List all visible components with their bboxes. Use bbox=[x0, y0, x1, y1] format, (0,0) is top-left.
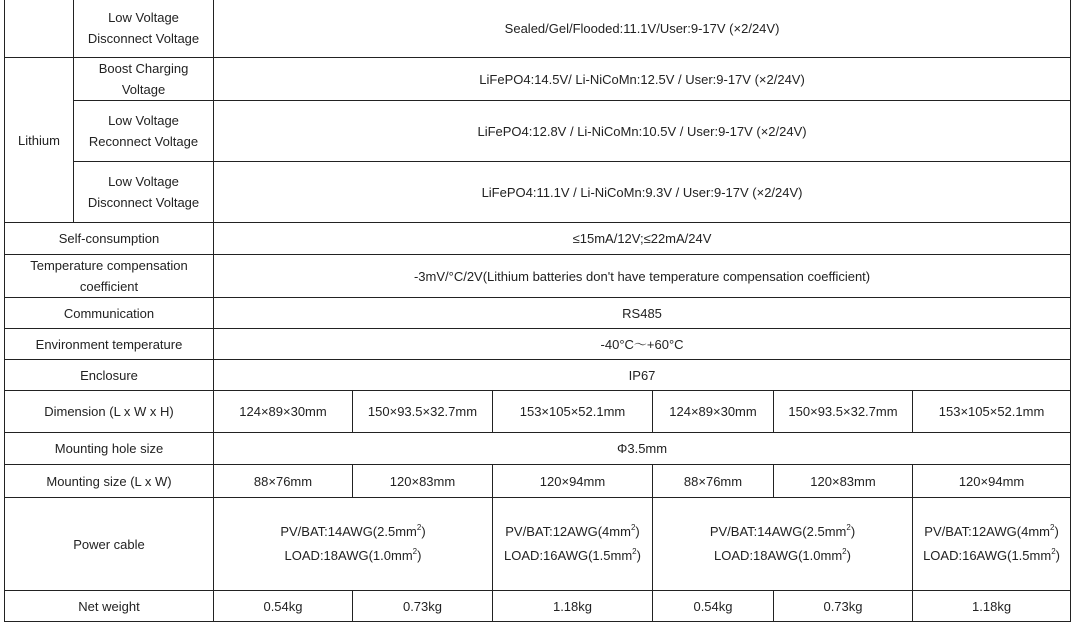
net-weight-cell: 0.73kg bbox=[353, 591, 493, 622]
row-communication bbox=[5, 298, 1071, 329]
dimension-cell: 150×93.5×32.7mm bbox=[774, 391, 913, 433]
row-lead-acid-lvd bbox=[5, 0, 1071, 58]
group-cell-lead-acid-continued bbox=[5, 0, 74, 58]
row-value: ≤15mA/12V;≤22mA/24V bbox=[214, 223, 1071, 255]
row-temp-compensation bbox=[5, 255, 1071, 298]
row-label: Low Voltage Reconnect Voltage bbox=[74, 101, 214, 162]
mounting-size-cell: 120×94mm bbox=[913, 465, 1071, 498]
row-power-cable bbox=[5, 498, 1071, 591]
dimension-cell: 150×93.5×32.7mm bbox=[353, 391, 493, 433]
row-label: Enclosure bbox=[5, 360, 214, 391]
row-lithium-lvd bbox=[5, 162, 1071, 223]
row-enclosure bbox=[5, 360, 1071, 391]
net-weight-cell: 0.73kg bbox=[774, 591, 913, 622]
row-net-weight bbox=[5, 591, 1071, 622]
row-label: Communication bbox=[5, 298, 214, 329]
power-cable-cell bbox=[214, 498, 493, 591]
dimension-cell: 153×105×52.1mm bbox=[913, 391, 1071, 433]
net-weight-cell: 1.18kg bbox=[913, 591, 1071, 622]
row-value: -40°C～+60°C bbox=[214, 329, 1071, 360]
row-value: LiFePO4:14.5V/ Li-NiCoMn:12.5V / User:9-17V (×2/24V) bbox=[214, 58, 1071, 101]
net-weight-cell: 0.54kg bbox=[653, 591, 774, 622]
row-label: Self-consumption bbox=[5, 223, 214, 255]
row-value: RS485 bbox=[214, 298, 1071, 329]
group-label-lithium: Lithium bbox=[5, 58, 74, 223]
power-cable-cell bbox=[493, 498, 653, 591]
net-weight-cell: 0.54kg bbox=[214, 591, 353, 622]
mounting-size-cell: 120×94mm bbox=[493, 465, 653, 498]
row-lithium-boost bbox=[5, 58, 1071, 101]
power-cable-cell bbox=[913, 498, 1071, 591]
row-label: Temperature compensation coefficient bbox=[5, 255, 214, 298]
row-label: Mounting size (L x W) bbox=[5, 465, 214, 498]
row-label: Low Voltage Disconnect Voltage bbox=[74, 0, 214, 58]
row-lithium-lvr bbox=[5, 101, 1071, 162]
row-mounting-size bbox=[5, 465, 1071, 498]
row-label: Power cable bbox=[5, 498, 214, 591]
row-label: Low Voltage Disconnect Voltage bbox=[74, 162, 214, 223]
row-label: Net weight bbox=[5, 591, 214, 622]
dimension-cell: 124×89×30mm bbox=[653, 391, 774, 433]
pv-bat-spec: $PV/BAT:14AWG(2.5mm^2)$ bbox=[280, 523, 426, 539]
row-label: Mounting hole size bbox=[5, 433, 214, 465]
power-cable-cell bbox=[653, 498, 913, 591]
row-value: LiFePO4:11.1V / Li-NiCoMn:9.3V / User:9-17V (×2/24V) bbox=[214, 162, 1071, 223]
spec-table bbox=[4, 0, 1071, 622]
row-value: Sealed/Gel/Flooded:11.1V/User:9-17V (×2/24V) bbox=[214, 0, 1071, 58]
pv-bat-spec: $PV/BAT:12AWG(4mm^2)$ bbox=[505, 523, 640, 539]
row-label: Boost Charging Voltage bbox=[74, 58, 214, 101]
row-environment-temperature bbox=[5, 329, 1071, 360]
load-spec: $LOAD:18AWG(1.0mm^2)$ bbox=[284, 547, 422, 563]
net-weight-cell: 1.18kg bbox=[493, 591, 653, 622]
load-spec: $LOAD:16AWG(1.5mm^2)$ bbox=[923, 547, 1060, 563]
row-label: Dimension (L x W x H) bbox=[5, 391, 214, 433]
row-value: -3mV/°C/2V(Lithium batteries don't have temperature compensation coefficient) bbox=[214, 255, 1071, 298]
load-spec: $LOAD:16AWG(1.5mm^2)$ bbox=[504, 547, 641, 563]
load-spec: $LOAD:18AWG(1.0mm^2)$ bbox=[714, 547, 851, 563]
row-mounting-hole bbox=[5, 433, 1071, 465]
row-value: Φ3.5mm bbox=[214, 433, 1071, 465]
row-label: Environment temperature bbox=[5, 329, 214, 360]
pv-bat-spec: $PV/BAT:12AWG(4mm^2)$ bbox=[924, 523, 1059, 539]
row-self-consumption bbox=[5, 223, 1071, 255]
pv-bat-spec: $PV/BAT:14AWG(2.5mm^2)$ bbox=[709, 523, 856, 539]
row-value: IP67 bbox=[214, 360, 1071, 391]
dimension-cell: 124×89×30mm bbox=[214, 391, 353, 433]
mounting-size-cell: 88×76mm bbox=[653, 465, 774, 498]
mounting-size-cell: 120×83mm bbox=[353, 465, 493, 498]
mounting-size-cell: 120×83mm bbox=[774, 465, 913, 498]
row-dimension bbox=[5, 391, 1071, 433]
row-value: LiFePO4:12.8V / Li-NiCoMn:10.5V / User:9-17V (×2/24V) bbox=[214, 101, 1071, 162]
mounting-size-cell: 88×76mm bbox=[214, 465, 353, 498]
dimension-cell: 153×105×52.1mm bbox=[493, 391, 653, 433]
